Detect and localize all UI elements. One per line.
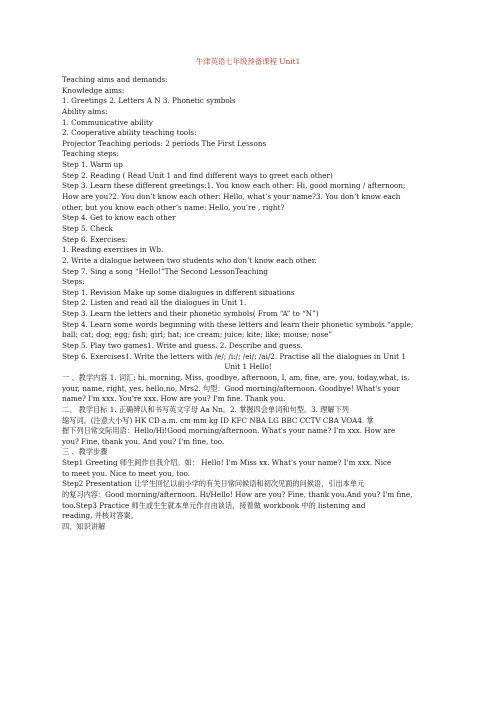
text-line: your, name, right, yes, hello,no, Mrs2. 句型：Good morning/afternoon. Goodbye! What's your bbox=[62, 383, 400, 393]
text-line: 三 、教学步骤 bbox=[62, 447, 108, 457]
document-title: 牛津英语七年级预备课程 Unit1 bbox=[195, 57, 301, 66]
text-line: 缩写词。(注意大小写) HK CD a.m. cm mm kg ID KFC NBA LG BBC CCTV CBA VOA4. 掌 bbox=[62, 415, 374, 425]
text-line: How are you?2. You don’t know each other: Hello, what’s your name?3. You don’t know each bbox=[62, 192, 401, 202]
text-line: Step 1. Revision Make up some dialogues in different situations bbox=[62, 287, 295, 297]
text-line: Step 3. Learn these different greetings:1. You know each other: Hi, good morning / afternoon; bbox=[62, 181, 406, 191]
text-line: Teaching steps: bbox=[62, 149, 119, 159]
text-line: 握下列日常交际用语：Hello/Hi!Good morning/afternoon. What's your name? I'm xxx. How are bbox=[62, 426, 396, 436]
text-line: ball; cat; dog; egg; fish; girl; hat; ice cream; juice; kite; like; mouse; nose” bbox=[62, 330, 333, 340]
text-line: Ability aims: bbox=[62, 106, 108, 116]
text-line: Teaching aims and demands: bbox=[62, 75, 168, 84]
text-line: 2. Cooperative ability teaching tools: bbox=[62, 128, 197, 138]
text-line: 1. Reading exercises in Wb. bbox=[62, 245, 164, 255]
text-line: Step1 Greeting 师生间作自我介绍。如： Hello! I'm Miss xx. What's your name? I'm xxx. Nice bbox=[62, 458, 392, 468]
text-line: Step 3. Learn the letters and their phonetic symbols( From “A” to “N”) bbox=[62, 309, 319, 319]
text-line: Step 5. Play two games1. Write and guess. 2. Describe and guess. bbox=[62, 341, 303, 351]
text-line: Projector Teaching periods: 2 periods The First Lessons bbox=[62, 138, 267, 148]
text-line: Step 6. Exercises1. Write the letters with /e/; /i:/; /ei/; /ai/2. Practise all the dialogues in Unit 1 bbox=[62, 351, 406, 361]
text-line: 一 、教学内容 1. 词汇: hi, morning, Miss, goodbye, afternoon, I, am, fine, are, you, today,what, is, bbox=[62, 372, 410, 382]
text-line: Step 4. Get to know each other bbox=[62, 213, 176, 223]
text-line: Steps: bbox=[62, 277, 85, 287]
text-line: 1. Communicative ability bbox=[62, 117, 153, 127]
text-line: you? Fine, thank you. And you? I'm fine, too. bbox=[62, 436, 225, 446]
text-line: Step 1. Warm up bbox=[62, 160, 123, 170]
text-line: 1. Greetings 2. Letters A N 3. Phonetic symbols bbox=[62, 96, 236, 106]
text-line: Knowledge aims: bbox=[62, 85, 125, 95]
section-heading: Unit 1 Hello! bbox=[224, 362, 272, 372]
text-line: 的复习内容：Good morning/afternoon. Hi/Hello! How are you? Fine, thank you.And you? I'm fine, bbox=[62, 489, 413, 499]
text-line: Step 7. Sing a song “Hello!”The Second LessonTeaching bbox=[62, 266, 268, 276]
text-line: to meet you. Nice to meet you, too. bbox=[62, 468, 191, 478]
text-line: 四、知识讲解 bbox=[62, 521, 106, 531]
document-body bbox=[62, 75, 434, 533]
text-line: too.Step3 Practice 师生或生生就本单元作自由谈话，接着做 workbook 中的 listening and bbox=[62, 500, 366, 510]
text-line: Step 4. Learn some words beginning with these letters and learn their phonetic symbols.“apple; bbox=[62, 319, 414, 329]
text-line: Step 2. Reading ( Read Unit 1 and find different ways to greet each other) bbox=[62, 170, 333, 180]
text-line: name? I'm xxx. You're xxx. How are you? I'm fine. Thank you. bbox=[62, 394, 286, 404]
text-line: Step2 Presentation 让学生回忆以前小学的有关日常问候语和初次见面的问候语，引出本单元 bbox=[62, 479, 365, 489]
text-line: 2. Write a dialogue between two students who don’t know each other. bbox=[62, 255, 317, 265]
text-line: Step 6. Exercises: bbox=[62, 234, 128, 244]
text-line: reading, 并核对答案。 bbox=[62, 511, 138, 521]
text-line: Step 5. Check bbox=[62, 223, 113, 233]
text-line: 二、 教学目标 1. 正确辨认和书写英文字母 Aa Nn。2. 掌握四会单词和句型。3. 理解下列 bbox=[62, 404, 349, 414]
text-line: Step 2. Listen and read all the dialogues in Unit 1. bbox=[62, 298, 247, 308]
text-line: other, but you know each other’s name: Hello, you’re , right? bbox=[62, 202, 285, 212]
